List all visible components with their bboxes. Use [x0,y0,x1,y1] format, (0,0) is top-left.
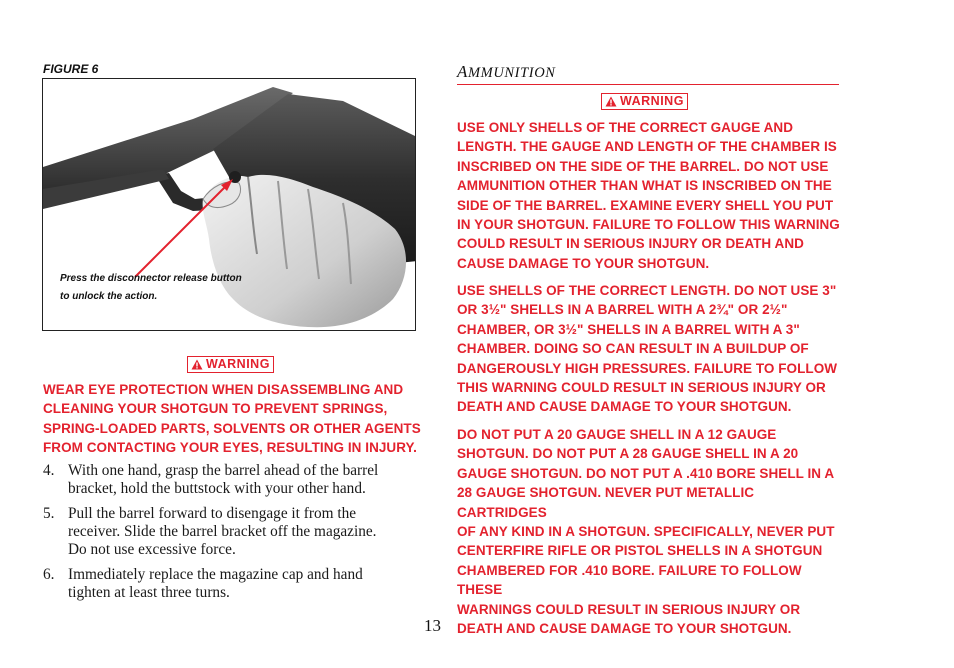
ammo-warning-paragraph-3 [457,425,847,638]
warning-line: SHOTGUN. DO NOT PUT A 28 GAUGE SHELL IN A 20 [457,446,799,462]
section-title-initial: A [457,62,468,81]
warning-line: AMMUNITION OTHER THAN WHAT IS INSCRIBED ON THE [457,178,832,194]
warning-line: CHAMBERED FOR .410 BORE. FAILURE TO FOLLOW THESE [457,562,802,598]
warning-line: GAUGE SHOTGUN. DO NOT PUT A .410 BORE SHELL IN A [457,465,835,481]
warning-line: CENTERFIRE RIFLE OR PISTOL SHELLS IN A SHOTGUN [457,543,823,559]
warning-line: CLEANING YOUR SHOTGUN TO PREVENT SPRINGS, [43,401,388,417]
eye-protection-warning [43,380,423,458]
warning-badge-left [187,356,274,375]
figure-caption [60,270,270,306]
step-number: 6. [43,566,55,583]
warning-line: FROM CONTACTING YOUR EYES, RESULTING IN INJURY. [43,440,417,456]
ammo-warning-paragraph-1 [457,118,847,273]
warning-badge-text: WARNING [620,94,684,108]
warning-line: SIDE OF THE BARREL. EXAMINE EVERY SHELL YOU PUT [457,197,834,213]
warning-line: COULD RESULT IN SERIOUS INJURY OR DEATH AND [457,236,804,252]
disassembly-steps [43,462,423,609]
warning-line: LENGTH. THE GAUGE AND LENGTH OF THE CHAMBER IS [457,139,837,155]
warning-line: USE ONLY SHELLS OF THE CORRECT GAUGE AND [457,120,794,135]
step-text-line: tighten at least three turns. [68,584,230,601]
warning-line: IN YOUR SHOTGUN. FAILURE TO FOLLOW THIS WARNING [457,217,840,233]
warning-line: 28 GAUGE SHOTGUN. NEVER PUT METALLIC CARTRIDGES [457,485,755,520]
warning-line: DEATH AND CAUSE DAMAGE TO YOUR SHOTGUN. [457,399,792,415]
step-text-line: Do not use excessive force. [68,541,236,558]
warning-line: INSCRIBED ON THE SIDE OF THE BARREL. DO NOT USE [457,158,829,174]
step-number: 5. [43,505,55,522]
warning-line: OR 3½" SHELLS IN A BARREL WITH A 2¾" OR 2½" [457,302,788,318]
warning-line: DEATH AND CAUSE DAMAGE TO YOUR SHOTGUN. [457,621,792,637]
step-item [43,566,423,602]
step-text-line: receiver. Slide the barrel bracket off the magazine. [68,523,377,540]
step-text-line: bracket, hold the buttstock with your other hand. [68,480,366,497]
section-divider [457,84,839,85]
warning-line: WEAR EYE PROTECTION WHEN DISASSEMBLING AND [43,382,404,397]
step-item [43,505,423,559]
warning-badge-right [601,93,688,112]
warning-line: CHAMBER, OR 3½" SHELLS IN A BARREL WITH A 3" [457,321,800,337]
section-title-ammunition [457,62,556,82]
figure-label: FIGURE 6 [43,62,99,76]
step-text-line: Immediately replace the magazine cap and hand [68,566,363,583]
ammo-warning-paragraph-2 [457,281,847,417]
warning-line: SPRING-LOADED PARTS, SOLVENTS OR OTHER AGENTS [43,420,421,436]
step-text-line: With one hand, grasp the barrel ahead of the barrel [68,462,379,479]
warning-line: DANGEROUSLY HIGH PRESSURES. FAILURE TO FOLLOW [457,360,838,376]
section-title-rest: MMUNITION [467,65,556,81]
warning-line: THIS WARNING COULD RESULT IN SERIOUS INJURY OR [457,380,826,396]
warning-line: DO NOT PUT A 20 GAUGE SHELL IN A 12 GAUGE [457,427,777,442]
step-number: 4. [43,462,55,479]
page-number: 13 [424,616,441,635]
figure-caption-line-2: to unlock the action. [60,291,158,302]
warning-triangle-icon [191,359,203,370]
warning-line: USE SHELLS OF THE CORRECT LENGTH. DO NOT USE 3" [457,283,837,298]
step-text-line: Pull the barrel forward to disengage it from the [68,505,357,522]
warning-line: OF ANY KIND IN A SHOTGUN. SPECIFICALLY, NEVER PUT [457,524,835,540]
warning-line: CHAMBER. DOING SO CAN RESULT IN A BUILDUP OF [457,341,809,357]
warning-triangle-icon [605,96,617,107]
warning-line: CAUSE DAMAGE TO YOUR SHOTGUN. [457,255,710,271]
warning-line: WARNINGS COULD RESULT IN SERIOUS INJURY OR [457,601,801,617]
step-item [43,462,423,498]
figure-caption-line-1: Press the disconnector release button [60,273,242,284]
warning-badge-text: WARNING [206,357,270,371]
